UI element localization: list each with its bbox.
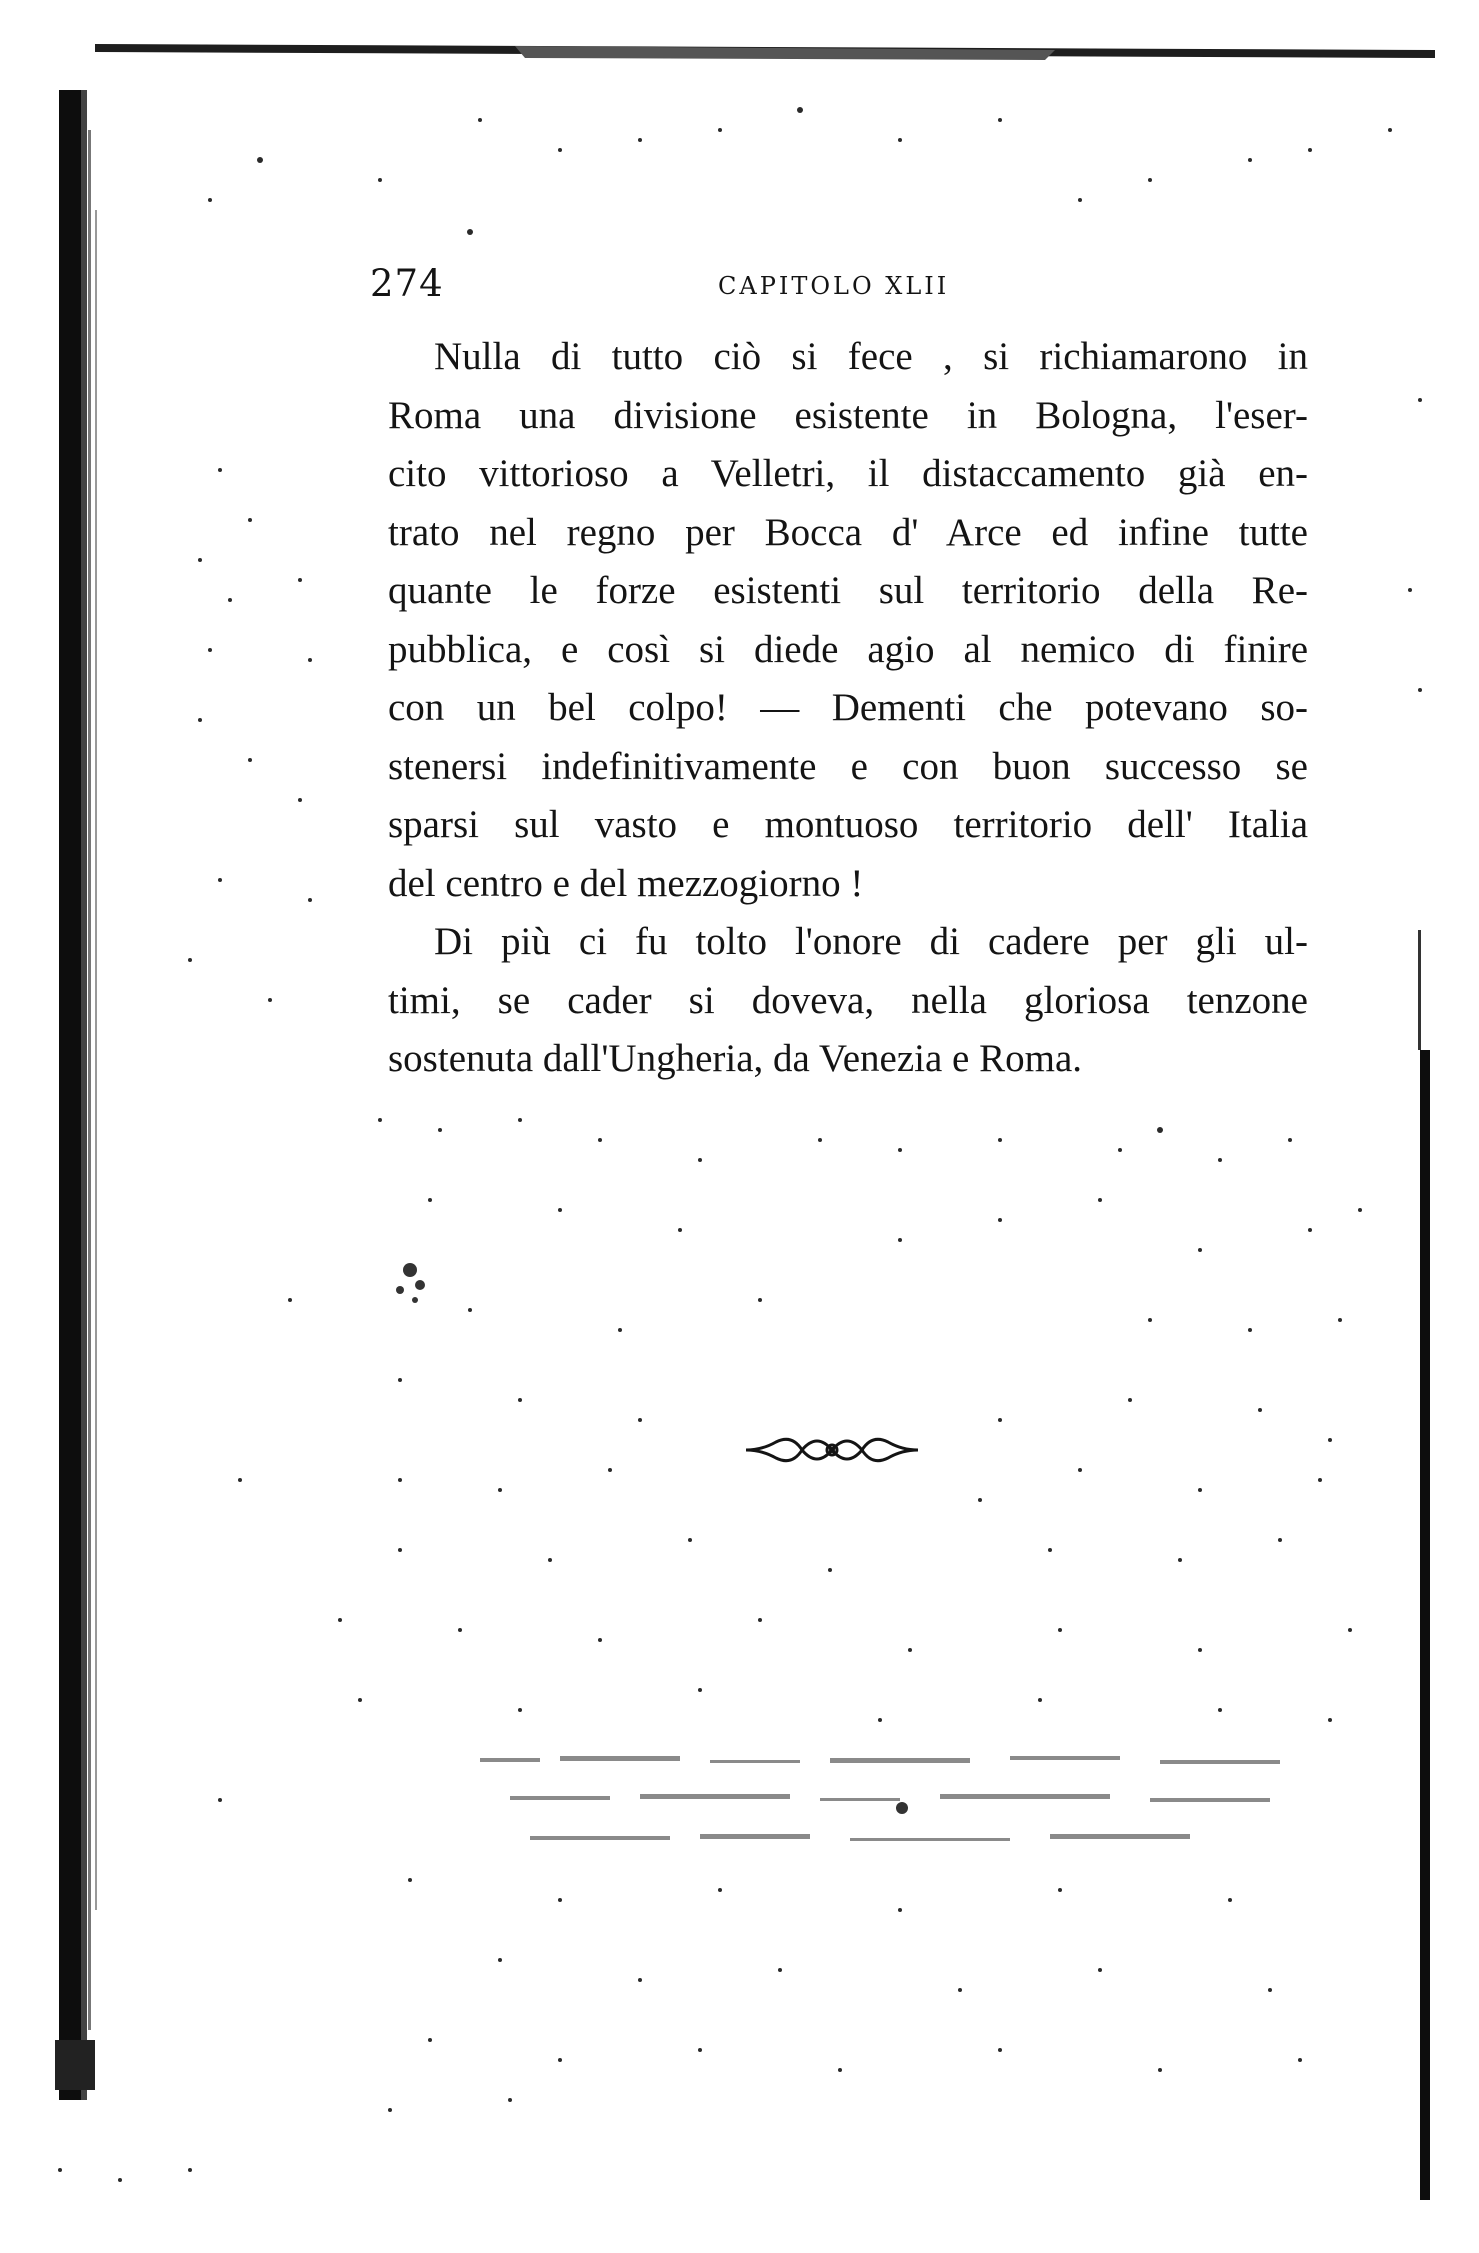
chapter-title: CAPITOLO XLII (718, 272, 950, 300)
text-line: stenersi indefinitivamente e con buon successo se (388, 744, 1308, 788)
text-line: Di più ci fu tolto l'onore di cadere per gli ul- (434, 920, 1308, 963)
text-line: cito vittorioso a Velletri, il distaccamento già en- (388, 452, 1308, 495)
text-line: del centro e del mezzogiorno ! (388, 861, 864, 905)
text-line: timi, se cader si doveva, nella gloriosa tenzone (388, 978, 1308, 1022)
text-line: trato nel regno per Bocca d' Arce ed infine tutte (388, 510, 1308, 554)
text-line: quante le forze esistenti sul territorio della Re- (388, 569, 1308, 612)
body-text (388, 328, 1308, 1089)
text-line: Roma una divisione esistente in Bologna, l'eser- (388, 393, 1308, 437)
bleed-through-artifact (470, 1748, 1310, 1868)
scroll-ornament-icon (742, 1428, 922, 1472)
text-line: sparsi sul vasto e montuoso territorio dell' Italia (388, 803, 1308, 846)
paragraph (388, 913, 1308, 1089)
text-line: sostenuta dall'Ungheria, da Venezia e Roma. (388, 1037, 1083, 1080)
page-number: 274 (370, 262, 444, 305)
paragraph (388, 328, 1308, 913)
text-line: pubblica, e così si diede agio al nemico di finire (388, 627, 1308, 671)
text-line: con un bel colpo! — Dementi che potevano so- (388, 686, 1308, 729)
text-line: Nulla di tutto ciò si fece , si richiamarono in (434, 335, 1308, 378)
